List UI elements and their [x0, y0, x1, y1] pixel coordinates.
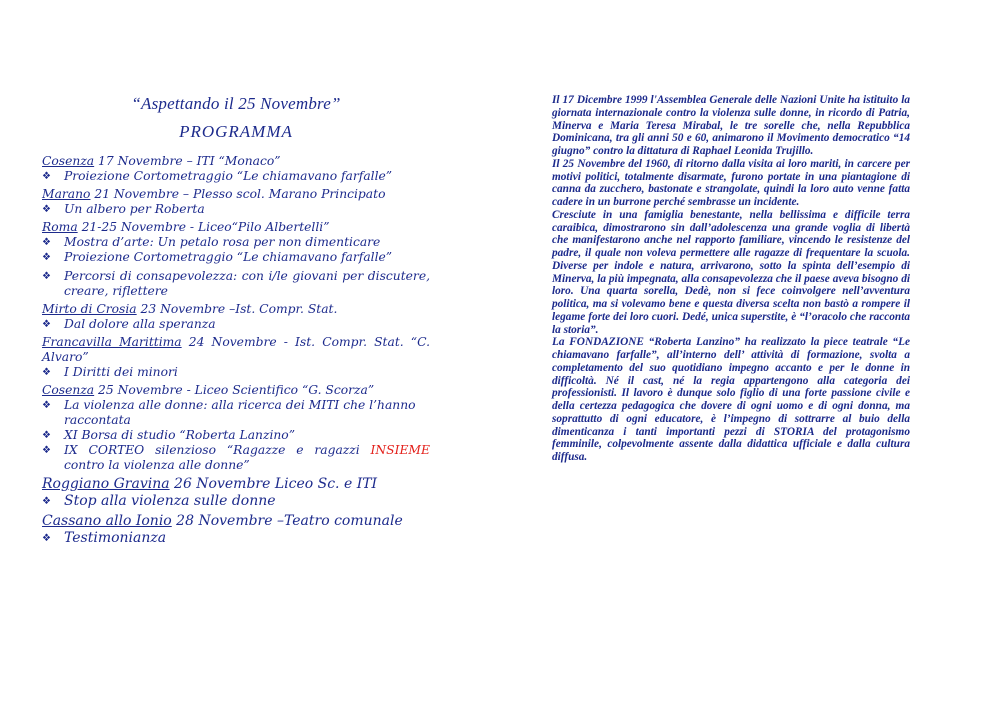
event-section	[42, 513, 430, 547]
list-item	[42, 269, 430, 299]
event-heading	[42, 154, 430, 169]
event-details: 23 Novembre –Ist. Compr. Stat.	[136, 302, 338, 316]
event-location: Roma	[42, 220, 78, 234]
program-column	[42, 94, 430, 550]
list-item-text: Dal dolore alla speranza	[64, 317, 216, 331]
diamond-bullet-icon: ❖	[42, 271, 51, 282]
list-item	[42, 202, 430, 217]
list-item-text: I Diritti dei minori	[64, 365, 178, 379]
list-item	[42, 317, 430, 332]
event-details: 21 Novembre – Plesso scol. Marano Principato	[90, 187, 386, 201]
diamond-bullet-icon: ❖	[42, 430, 51, 441]
history-column	[552, 94, 910, 464]
diamond-bullet-icon: ❖	[42, 445, 51, 456]
event-heading	[42, 513, 430, 530]
list-item-text: IX CORTEO silenzioso “Ragazze e ragazzi	[64, 443, 371, 457]
event-items	[42, 317, 430, 332]
list-item-text: XI Borsa di studio “Roberta Lanzino”	[64, 428, 295, 442]
event-items	[42, 202, 430, 217]
event-details: 28 Novembre –Teatro comunale	[171, 513, 403, 529]
diamond-bullet-icon: ❖	[42, 533, 51, 544]
event-section	[42, 383, 430, 473]
list-item-text: Proiezione Cortometraggio “Le chiamavano farfalle”	[64, 169, 393, 183]
list-item	[42, 428, 430, 443]
diamond-bullet-icon: ❖	[42, 400, 51, 411]
event-details: 24 Novembre - Ist. Compr. Stat. “C. Alvaro”	[42, 335, 430, 364]
diamond-bullet-icon: ❖	[42, 237, 51, 248]
event-items	[42, 530, 430, 547]
event-location: Mirto di Crosia	[42, 302, 137, 316]
event-heading	[42, 187, 430, 202]
history-paragraph: La FONDAZIONE “Roberta Lanzino” ha realizzato la piece teatrale “Le chiamavano farfalle”, all’interno dell’ attività di formazione, svolta a completamento del suo quotidiano impegno accanto e per le donne in difficoltà. Né il cast, né la regia appartengono alla categoria dei professionisti. Il lavoro è dunque solo figlio di una forte passione civile e della certezza pedagogica che dovere di ogni uomo e di ogni donna, ma soprattutto di ogni educatore, è l’impegno di sottrarre al buio della dimenticanza i tanti importanti pezzi di STORIA del protagonismo femminile, colpevolmente assente dalla didattica ufficiale e dalla cultura diffusa.	[552, 336, 910, 463]
list-item-text: Percorsi di consapevolezza: con i/le giovani per discutere, creare, riflettere	[64, 269, 430, 298]
event-section	[42, 476, 430, 510]
event-location: Cosenza	[42, 383, 95, 397]
event-items	[42, 169, 430, 184]
list-item	[42, 398, 430, 428]
event-section	[42, 220, 430, 299]
event-heading	[42, 335, 430, 365]
event-items	[42, 493, 430, 510]
list-item-text: La violenza alle donne: alla ricerca dei MITI che l’hanno raccontata	[64, 398, 416, 427]
list-item-text: Proiezione Cortometraggio “Le chiamavano farfalle”	[64, 250, 393, 264]
event-heading	[42, 383, 430, 398]
list-item-text: Un albero per Roberta	[64, 202, 205, 216]
diamond-bullet-icon: ❖	[42, 252, 51, 263]
list-item	[42, 443, 430, 473]
history-paragraph: Cresciute in una famiglia benestante, nella bellissima e difficile terra caraibica, dimostrarono sin dall’adolescenza una grande voglia di libertà che manifestarono anche nel rapporto familiare, vincendo le resistenze del padre, il quale non voleva permettere alle ragazze di frequentare la scuola. Diverse per indole e natura, arrivarono, sotto la spinta dell’esempio di Minerva, la più impegnata, alla consapevolezza che il paese aveva bisogno di loro. Una quarta sorella, Dedè, non si fece coinvolgere nell’avventura politica, ma si volevamo bene e questa diversa scelta non bastò a rompere il legame forte dei loro cuori. Dedé, unica superstite, è “l’oracolo che racconta la storia”.	[552, 208, 910, 336]
event-section	[42, 154, 430, 184]
list-item-text: Testimonianza	[64, 530, 167, 546]
list-item	[42, 530, 430, 547]
list-item-text: Stop alla violenza sulle donne	[64, 493, 276, 509]
history-paragraph: Il 25 Novembre del 1960, di ritorno dalla visita ai loro mariti, in carcere per motivi politici, totalmente disarmate, furono portate in una piantagione di canna da zucchero, bastonate e strangolate, quindi la loro auto venne fatta cadere in un burrone perché sembrasse un incidente.	[552, 157, 910, 208]
event-details: 25 Novembre - Liceo Scientifico “G. Scorza”	[94, 383, 375, 397]
event-heading	[42, 476, 430, 493]
program-subtitle: PROGRAMMA	[179, 122, 293, 141]
diamond-bullet-icon: ❖	[42, 496, 51, 507]
list-item	[42, 169, 430, 184]
list-item	[42, 493, 430, 510]
event-items	[42, 398, 430, 473]
list-item	[42, 235, 430, 250]
list-item-text: Mostra d’arte: Un petalo rosa per non dimenticare	[64, 235, 381, 249]
event-location: Cosenza	[42, 154, 95, 168]
list-item	[42, 365, 430, 380]
diamond-bullet-icon: ❖	[42, 171, 51, 182]
event-location: Francavilla Marittima	[42, 335, 182, 349]
program-title: “Aspettando il 25 Novembre”	[131, 94, 341, 113]
event-section	[42, 187, 430, 217]
event-section	[42, 302, 430, 332]
history-paragraph: Il 17 Dicembre 1999 l'Assemblea Generale delle Nazioni Unite ha istituito la giornata internazionale contro la violenza sulle donne, in ricordo di Patria, Minerva e Maria Teresa Mirabal, le tre sorelle che, nella Repubblica Dominicana, tra gli anni 50 e 60, animarono il Movimento democratico “14 giugno” contro la dittatura di Raphael Leonida Trujillo.	[552, 94, 910, 157]
event-items	[42, 235, 430, 299]
event-details: 21-25 Novembre - Liceo“Pilo Albertelli”	[77, 220, 330, 234]
highlight-word: INSIEME	[370, 443, 430, 457]
list-item-text: contro la violenza alle donne”	[64, 458, 250, 472]
diamond-bullet-icon: ❖	[42, 319, 51, 330]
event-location: Marano	[42, 187, 91, 201]
event-location: Cassano allo Ionio	[42, 513, 172, 529]
event-details: 26 Novembre Liceo Sc. e ITI	[169, 476, 378, 492]
list-item	[42, 250, 430, 265]
event-details: 17 Novembre – ITI “Monaco”	[94, 154, 281, 168]
event-heading	[42, 220, 430, 235]
event-location: Roggiano Gravina	[42, 476, 170, 492]
event-heading	[42, 302, 430, 317]
event-items	[42, 365, 430, 380]
diamond-bullet-icon: ❖	[42, 367, 51, 378]
diamond-bullet-icon: ❖	[42, 204, 51, 215]
event-section	[42, 335, 430, 380]
